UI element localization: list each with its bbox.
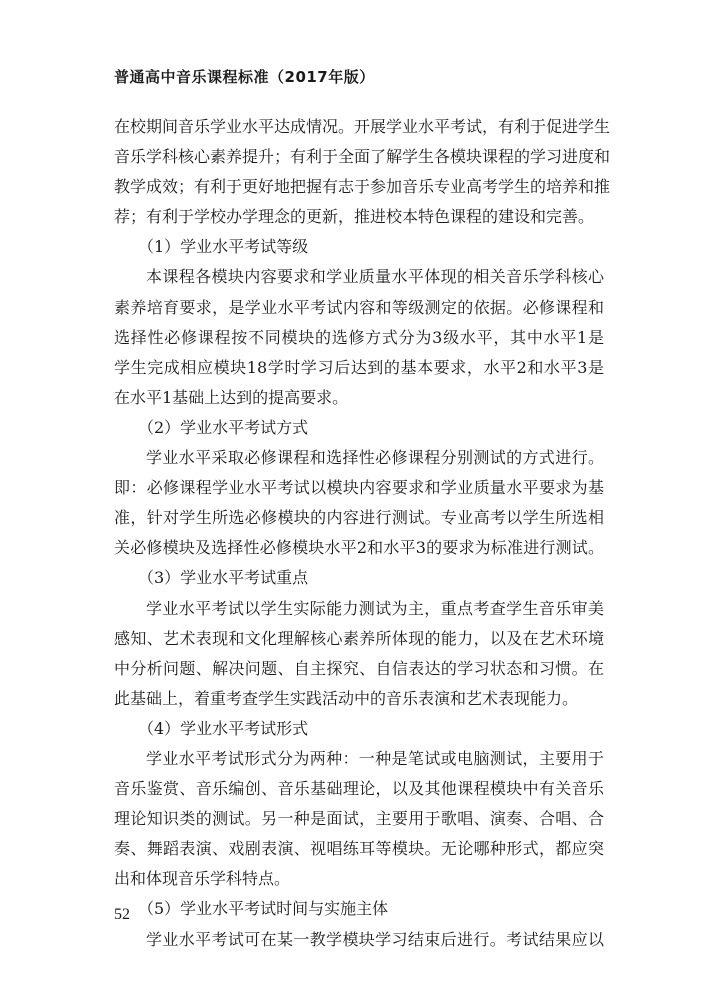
body-text — [114, 112, 611, 955]
paragraph-line: 素养培育要求，是学业水平考试内容和等级测定的依据。必修课程和 — [114, 297, 604, 317]
paragraph-line: 出和体现音乐学科特点。 — [114, 869, 291, 889]
paragraph-line: 关必修模块及选择性必修模块水平2和水平3的要求为标准进行测试。 — [114, 538, 604, 558]
paragraph-line: 感知、艺术表现和文化理解核心素养所体现的能力，以及在艺术环境 — [114, 628, 604, 648]
paragraph-line: 音乐鉴赏、音乐编创、音乐基础理论，以及其他课程模块中有关音乐 — [114, 779, 604, 799]
section-heading: （4）学业水平考试形式 — [138, 718, 309, 738]
paragraph-line: 中分析问题、解决问题、自主探究、自信表达的学习状态和习惯。在 — [114, 658, 604, 678]
paragraph-line: 学生完成相应模块18学时学习后达到的基本要求，水平2和水平3是 — [114, 357, 604, 377]
paragraph-line: 理论知识类的测试。另一种是面试，主要用于歌唱、演奏、合唱、合 — [114, 809, 604, 829]
page-number: 52 — [114, 906, 130, 923]
paragraph-line: 音乐学科核心素养提升；有利于全面了解学生各模块课程的学习进度和 — [114, 147, 611, 167]
paragraph-line: 即：必修课程学业水平考试以模块内容要求和学业质量水平要求为基 — [114, 478, 604, 498]
paragraph-line: 在水平1基础上达到的提高要求。 — [114, 387, 349, 407]
section-heading: （5）学业水平考试时间与实施主体 — [138, 899, 389, 919]
running-header: 普通高中音乐课程标准（2017年版） — [114, 68, 375, 86]
paragraph-line: 在校期间音乐学业水平达成情况。开展学业水平考试，有利于促进学生 — [114, 117, 611, 136]
paragraph-line: 准，针对学生所选必修模块的内容进行测试。专业高考以学生所选相 — [114, 508, 604, 528]
section-heading: （1）学业水平考试等级 — [138, 237, 309, 257]
paragraph-line: 奏、舞蹈表演、戏剧表演、视唱练耳等模块。无论哪种形式，都应突 — [114, 839, 604, 859]
paragraph-line: 学业水平考试可在某一教学模块学习结束后进行。考试结果应以 — [146, 929, 604, 949]
paragraph-line: 本课程各模块内容要求和学业质量水平体现的相关音乐学科核心 — [146, 267, 604, 287]
paragraph-line: 教学成效；有利于更好地把握有志于参加音乐专业高考学生的培养和推 — [114, 177, 611, 197]
section-heading: （2）学业水平考试方式 — [138, 417, 309, 437]
paragraph-line: 学业水平考试以学生实际能力测试为主，重点考查学生音乐审美 — [146, 598, 604, 618]
section-heading: （3）学业水平考试重点 — [138, 568, 309, 588]
paragraph-line: 选择性必修课程按不同模块的选修方式分为3级水平，其中水平1是 — [114, 327, 604, 347]
paragraph-line: 学业水平采取必修课程和选择性必修课程分别测试的方式进行。 — [146, 448, 604, 468]
paragraph-line: 此基础上，着重考查学生实践活动中的音乐表演和艺术表现能力。 — [114, 688, 579, 708]
paragraph-line: 学业水平考试形式分为两种：一种是笔试或电脑测试，主要用于 — [146, 748, 604, 768]
paragraph-line: 荐；有利于学校办学理念的更新，推进校本特色课程的建设和完善。 — [114, 207, 595, 227]
